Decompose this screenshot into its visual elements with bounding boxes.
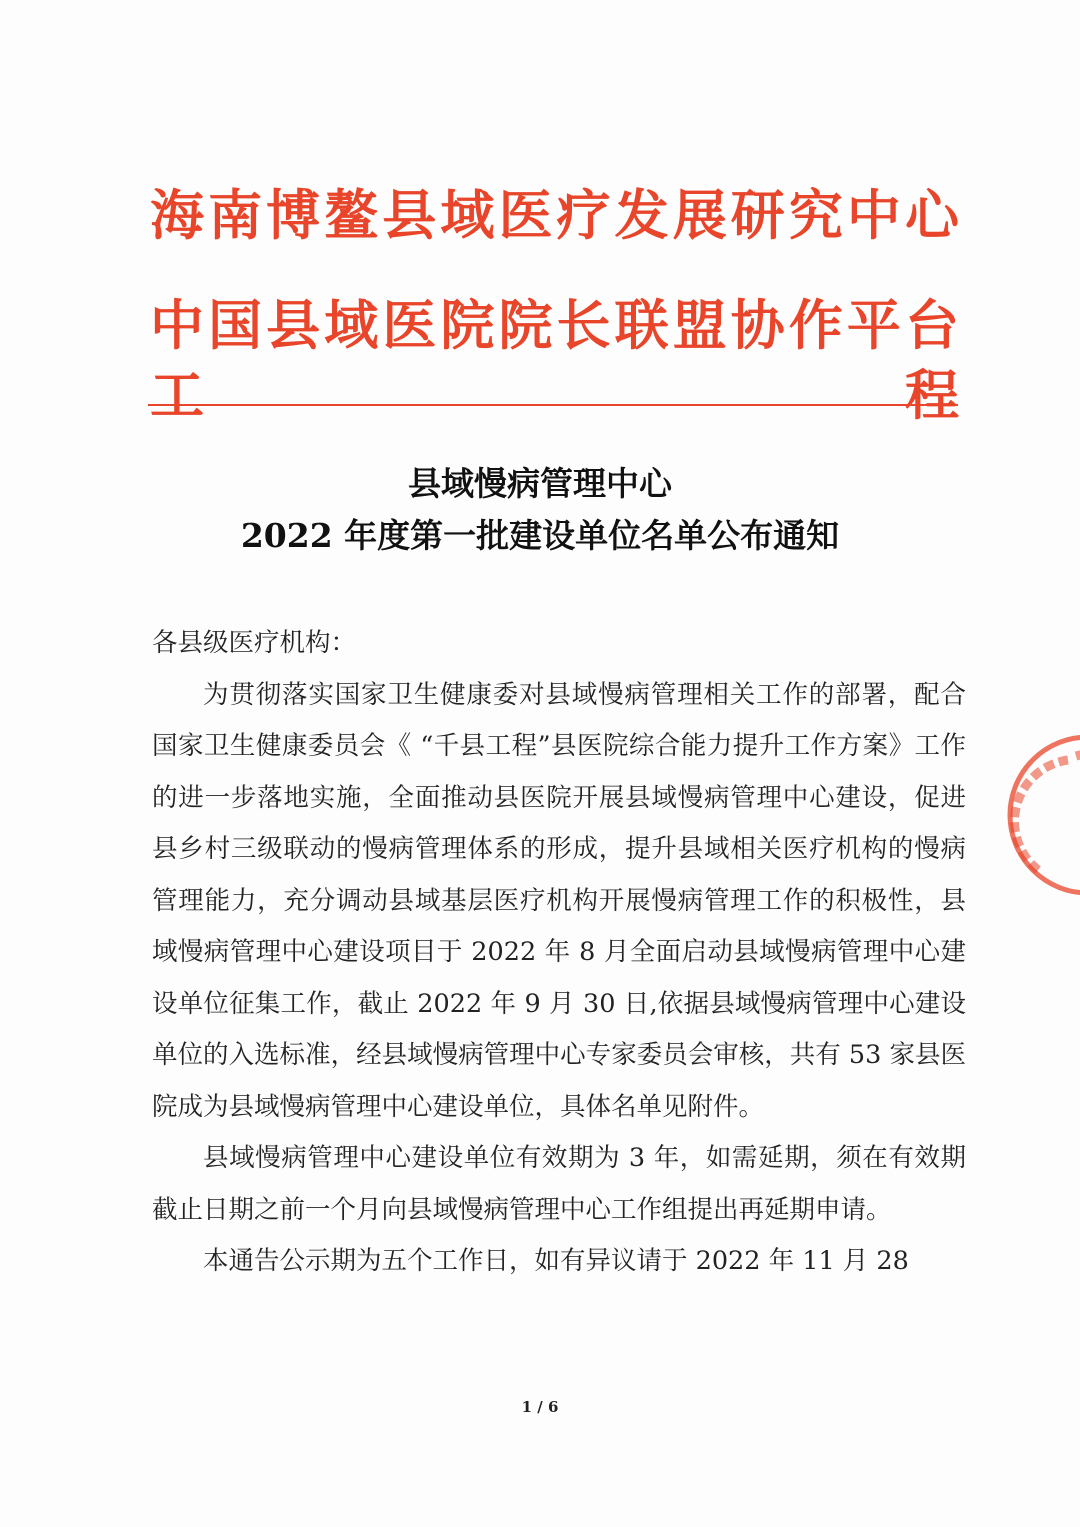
header-org-name-1: 海南博鳌县域医疗发展研究中心: [150, 183, 960, 247]
red-official-seal-icon: [998, 720, 1080, 920]
paragraph-3: 本通告公示期为五个工作日，如有异议请于 2022 年 11 月 28: [203, 1246, 909, 1276]
header-divider: [148, 404, 958, 406]
header-org-name-2: 中国县域医院院长联盟协作平台工程: [150, 293, 960, 427]
paragraph-2: 县域慢病管理中心建设单位有效期为 3 年，如需延期，须在有效期截止日期之前一个月向县域慢病管理中心工作组提出再延期申请。: [152, 1143, 966, 1225]
document-title-line-1: 县域慢病管理中心: [408, 464, 672, 503]
document-body: [152, 618, 966, 1288]
salutation: 各县级医疗机构：: [152, 628, 357, 658]
paragraph-1: 为贯彻落实国家卫生健康委对县域慢病管理相关工作的部署，配合国家卫生健康委员会《 “千县工程”县医院综合能力提升工作方案》工作的进一步落地实施，全面推动县医院开展县域慢病管理中心建设，促进县乡村三级联动的慢病管理体系的形成，提升县域相关医疗机构的慢病管理能力，充分调动县域基层医疗机构开展慢病管理工作的积极性，县域慢病管理中心建设项目于 2022 年 8 月全面启动县域慢病管理中心建设单位征集工作，截止 2022 年 9 月 30 日,依据县域慢病管理中心建设单位的入选标准，经县域慢病管理中心专家委员会审核，共有 53 家县医院成为县域慢病管理中心建设单位，具体名单见附件。: [152, 679, 966, 1122]
page-indicator: 1 / 6: [521, 1398, 559, 1416]
document-title-line-2: 2022 年度第一批建设单位名单公布通知: [240, 516, 840, 555]
